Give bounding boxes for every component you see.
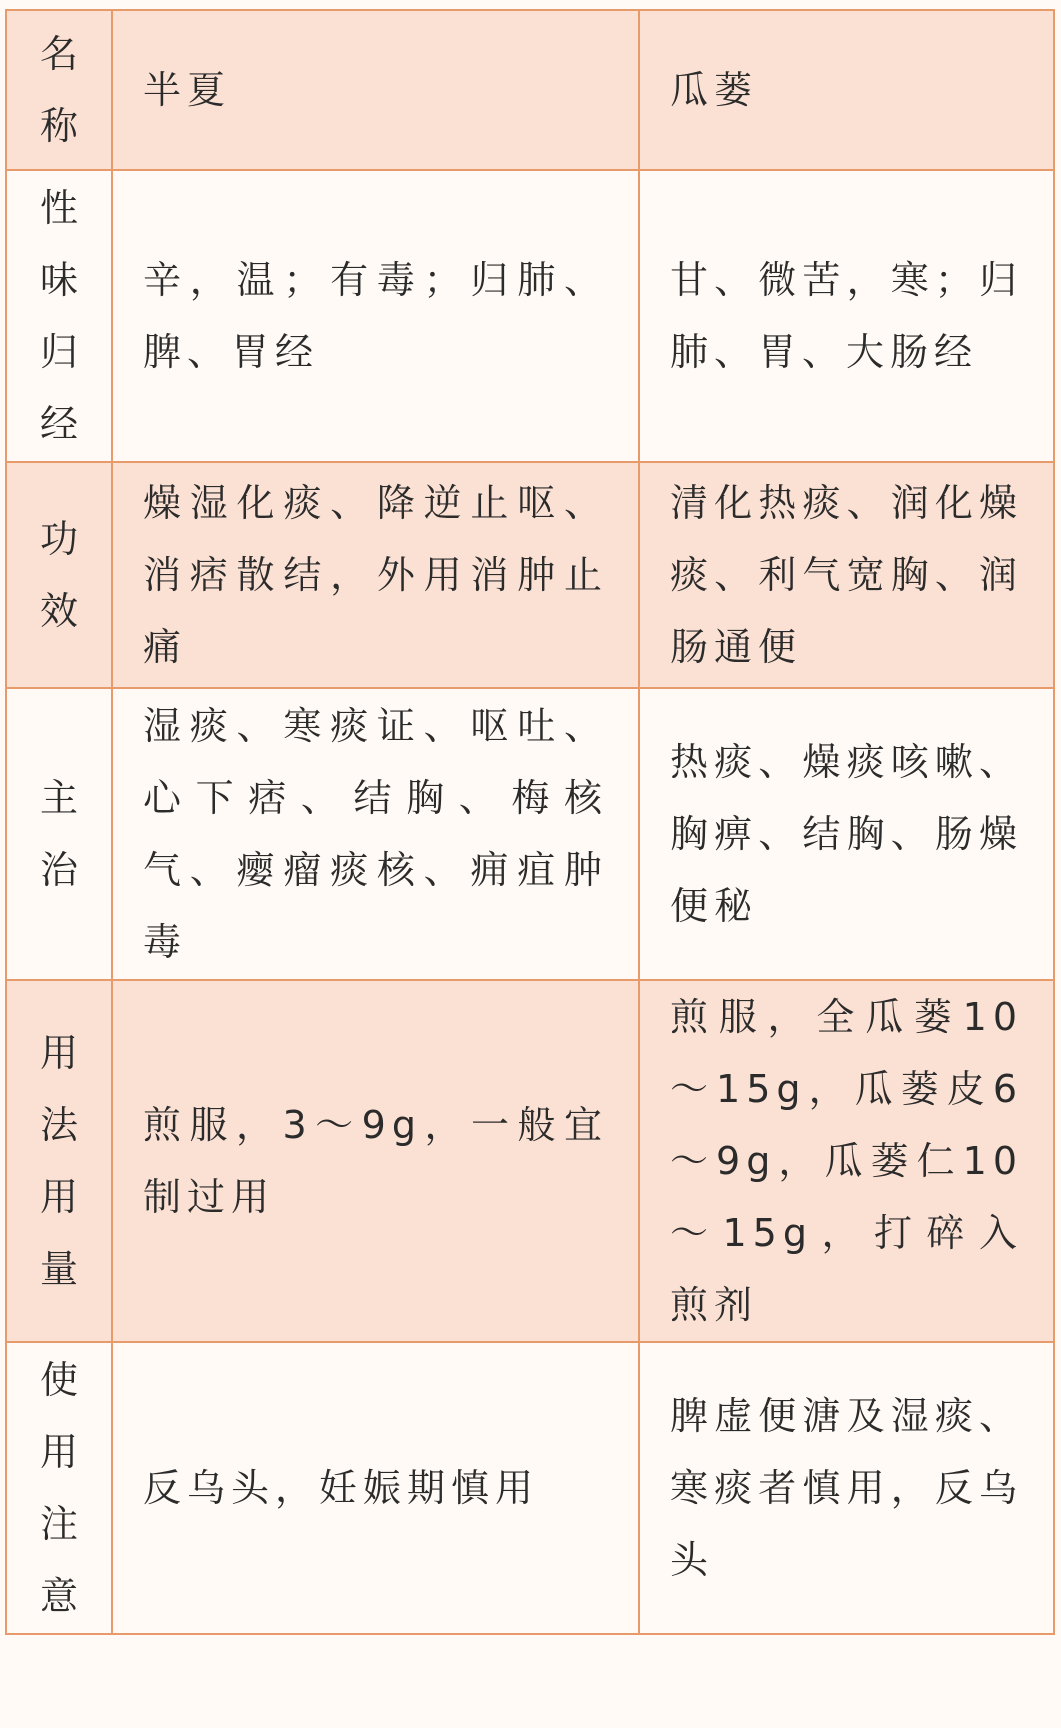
- row-label-cell: [6, 462, 112, 688]
- header-herb2-cell: [639, 10, 1054, 170]
- row-herb2-cell: [639, 1342, 1054, 1634]
- header-row: [6, 10, 1054, 170]
- row-herb1-cell: [112, 688, 639, 980]
- herb-comparison-table: [5, 9, 1055, 1635]
- row-label: 性味归经: [39, 186, 78, 446]
- row-herb2-cell: [639, 688, 1054, 980]
- header-herb2: 瓜蒌: [670, 68, 759, 112]
- row-herb1-text: 煎服，3～9g，一般宜制过用: [143, 1103, 608, 1219]
- row-herb2-text: 清化热痰、润化燥痰、利气宽胸、润肠通便: [670, 481, 1023, 669]
- row-herb2-text: 热痰、燥痰咳嗽、胸痹、结胸、肠燥便秘: [670, 740, 1023, 928]
- header-label: 名称: [39, 32, 78, 148]
- row-herb2-text: 脾虚便溏及湿痰、寒痰者慎用，反乌头: [670, 1394, 1023, 1582]
- row-herb1-cell: [112, 170, 639, 462]
- row-indications: [6, 688, 1054, 980]
- row-label-cell: [6, 980, 112, 1342]
- row-herb1-text: 辛，温；有毒；归肺、脾、胃经: [143, 258, 608, 374]
- row-label: 使用注意: [39, 1358, 78, 1618]
- row-herb2-text: 煎服，全瓜蒌10～15g，瓜蒌皮6～9g，瓜蒌仁10～15g，打碎入煎剂: [670, 995, 1023, 1327]
- header-herb1-cell: [112, 10, 639, 170]
- row-label-cell: [6, 1342, 112, 1634]
- header-herb1: 半夏: [143, 68, 232, 112]
- row-herb1-text: 燥湿化痰、降逆止呕、消痞散结，外用消肿止痛: [143, 481, 608, 669]
- row-label: 主治: [39, 776, 78, 892]
- header-label-cell: [6, 10, 112, 170]
- row-nature-meridian: [6, 170, 1054, 462]
- row-herb1-text: 反乌头，妊娠期慎用: [143, 1466, 540, 1510]
- row-herb1-cell: [112, 980, 639, 1342]
- row-herb2-text: 甘、微苦，寒；归肺、胃、大肠经: [670, 258, 1023, 374]
- row-herb1-cell: [112, 1342, 639, 1634]
- row-label-cell: [6, 170, 112, 462]
- row-label: 功效: [39, 517, 78, 633]
- row-label-cell: [6, 688, 112, 980]
- row-efficacy: [6, 462, 1054, 688]
- row-precautions: [6, 1342, 1054, 1634]
- row-dosage: [6, 980, 1054, 1342]
- row-label: 用法用量: [39, 1031, 78, 1291]
- row-herb1-text: 湿痰、寒痰证、呕吐、心下痞、结胸、梅核气、瘿瘤痰核、痈疽肿毒: [143, 704, 608, 964]
- row-herb2-cell: [639, 170, 1054, 462]
- row-herb2-cell: [639, 980, 1054, 1342]
- row-herb2-cell: [639, 462, 1054, 688]
- row-herb1-cell: [112, 462, 639, 688]
